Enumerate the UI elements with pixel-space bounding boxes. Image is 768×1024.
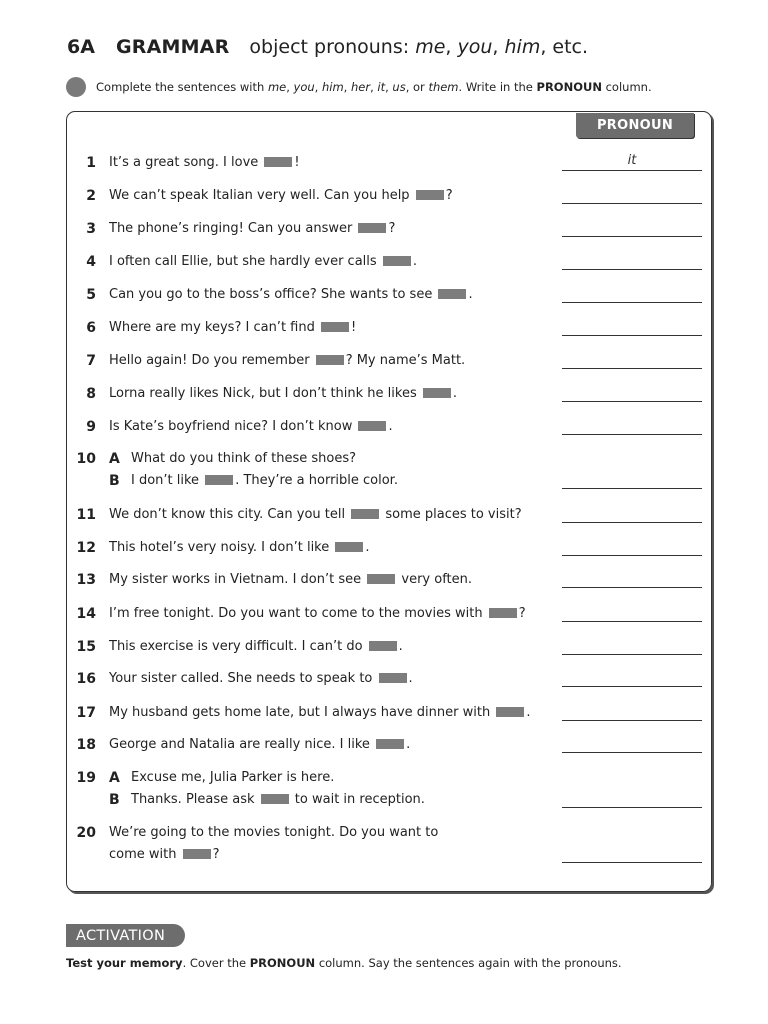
exercise-item: [68, 353, 558, 373]
speaker-a-label: A: [109, 770, 120, 786]
sentence-text: My husband gets home late, but I always have dinner with .: [109, 705, 531, 720]
answer-gap: [316, 355, 344, 365]
sentence-text: We can’t speak Italian very well. Can you help ?: [109, 188, 453, 203]
answer-gap: [358, 223, 386, 233]
sentence-text: I often call Ellie, but she hardly ever calls .: [109, 254, 417, 269]
pronoun-column-header: PRONOUN: [576, 113, 694, 138]
topic-title: object pronouns: me, you, him, etc.: [249, 36, 589, 58]
item-number: 18: [76, 737, 96, 753]
speaker-a-text: What do you think of these shoes?: [131, 451, 357, 466]
answer-gap: [369, 641, 397, 651]
speaker-b-label: B: [109, 792, 120, 808]
pronoun-answer-line[interactable]: [562, 269, 702, 270]
pronoun-answer-line[interactable]: [562, 434, 702, 435]
sentence-text: It’s a great song. I love !: [109, 155, 300, 170]
item-number: 13: [76, 572, 96, 588]
sentence-text: Where are my keys? I can’t find !: [109, 320, 357, 335]
sentence-text: come with ?: [109, 847, 220, 862]
speaker-b-label: B: [109, 473, 120, 489]
pronoun-answer-line[interactable]: [562, 720, 702, 721]
example-answer: it: [627, 153, 637, 168]
sentence-text: I don’t like . They’re a horrible color.: [131, 473, 398, 488]
pronoun-answer-line[interactable]: [562, 522, 702, 523]
pronoun-answer-line[interactable]: [562, 587, 702, 588]
answer-gap: [489, 608, 517, 618]
exercise-item: [68, 188, 558, 208]
sentence-text: Your sister called. She needs to speak to .: [109, 671, 413, 686]
pronoun-answer-line[interactable]: [562, 302, 702, 303]
activation-instruction: Test your memory. Cover the PRONOUN column. Say the sentences again with the pronouns.: [66, 956, 622, 970]
page-title: [67, 36, 588, 66]
exercise-item: [68, 737, 558, 757]
sentence-text: George and Natalia are really nice. I like .: [109, 737, 411, 752]
pronoun-answer-line[interactable]: [562, 621, 702, 622]
pronoun-answer-line[interactable]: [562, 862, 702, 863]
sentence-text: Can you go to the boss’s office? She wants to see .: [109, 287, 473, 302]
exercise-item: [68, 540, 558, 560]
section-name: GRAMMAR: [115, 36, 230, 58]
answer-gap: [379, 673, 407, 683]
exercise-item: [68, 320, 558, 340]
circle-bullet-icon: [66, 77, 86, 97]
pronoun-answer-line[interactable]: [562, 488, 702, 489]
sentence-text: I’m free tonight. Do you want to come to the movies with ?: [109, 606, 526, 621]
item-number: 12: [76, 540, 96, 556]
pronoun-answer-line[interactable]: [562, 686, 702, 687]
answer-gap: [376, 739, 404, 749]
answer-gap: [358, 421, 386, 431]
sentence-text: My sister works in Vietnam. I don’t see very often.: [109, 572, 473, 587]
pronoun-answer-line[interactable]: [562, 203, 702, 204]
exercise-item: [68, 671, 558, 691]
exercise-item: [68, 639, 558, 659]
exercise-item: [68, 705, 558, 725]
item-number: 15: [76, 639, 96, 655]
item-number: 6: [86, 320, 96, 336]
sentence-text: Thanks. Please ask to wait in reception.: [131, 792, 425, 807]
answer-gap: [496, 707, 524, 717]
answer-gap: [335, 542, 363, 552]
item-number: 5: [86, 287, 96, 303]
sentence-text: This exercise is very difficult. I can’t do .: [109, 639, 403, 654]
answer-gap: [183, 849, 211, 859]
answer-gap: [416, 190, 444, 200]
answer-gap: [423, 388, 451, 398]
exercise-item: [68, 507, 558, 527]
exercise-item: [68, 386, 558, 406]
item-number: 16: [76, 671, 96, 687]
item-number: 10: [76, 451, 96, 467]
item-number: 20: [76, 825, 96, 841]
answer-gap: [264, 157, 292, 167]
activation-label: ACTIVATION: [66, 924, 185, 947]
sentence-text: Hello again! Do you remember ? My name’s Matt.: [109, 353, 466, 368]
pronoun-answer-line[interactable]: [562, 170, 702, 171]
exercise-item: [68, 825, 558, 867]
speaker-a-label: A: [109, 451, 120, 467]
answer-gap: [351, 509, 379, 519]
pronoun-answer-line[interactable]: [562, 555, 702, 556]
answer-gap: [321, 322, 349, 332]
answer-gap: [205, 475, 233, 485]
item-number: 17: [76, 705, 96, 721]
sentence-text: The phone’s ringing! Can you answer ?: [109, 221, 396, 236]
item-number: 3: [86, 221, 96, 237]
sentence-text: Lorna really likes Nick, but I don’t think he likes .: [109, 386, 458, 401]
item-number: 8: [86, 386, 96, 402]
exercise-item: [68, 451, 558, 493]
sentence-text: Is Kate’s boyfriend nice? I don’t know .: [109, 419, 393, 434]
item-number: 2: [86, 188, 96, 204]
item-number: 4: [86, 254, 96, 270]
exercise-item: [68, 221, 558, 241]
exercise-item: [68, 770, 558, 812]
speaker-a-text: Excuse me, Julia Parker is here.: [131, 770, 335, 785]
pronoun-answer-line[interactable]: [562, 807, 702, 808]
exercise-item: [68, 606, 558, 626]
section-code: 6A: [67, 36, 95, 58]
exercise-item: [68, 419, 558, 439]
pronoun-answer-line[interactable]: [562, 752, 702, 753]
answer-gap: [367, 574, 395, 584]
pronoun-answer-line[interactable]: [562, 654, 702, 655]
instruction-text: Complete the sentences with me, you, him, her, it, us, or them. Write in the PRONOUN column.: [96, 80, 652, 94]
exercise-item: [68, 287, 558, 307]
answer-gap: [438, 289, 466, 299]
item-number: 7: [86, 353, 96, 369]
item-number: 9: [86, 419, 96, 435]
exercise-item: [68, 572, 558, 592]
sentence-text: We don’t know this city. Can you tell some places to visit?: [109, 507, 522, 522]
pronoun-answer-line[interactable]: [562, 236, 702, 237]
sentence-text: This hotel’s very noisy. I don’t like .: [109, 540, 370, 555]
answer-gap: [383, 256, 411, 266]
item-number: 14: [76, 606, 96, 622]
item-number: 1: [86, 155, 96, 171]
exercise-item: [68, 254, 558, 274]
sentence-text-line1: We’re going to the movies tonight. Do you want to: [109, 825, 439, 840]
pronoun-answer-line[interactable]: [562, 368, 702, 369]
item-number: 11: [76, 507, 96, 523]
instruction-row: [66, 76, 652, 98]
item-number: 19: [76, 770, 96, 786]
exercise-item: [68, 155, 558, 175]
answer-gap: [261, 794, 289, 804]
pronoun-answer-line[interactable]: [562, 335, 702, 336]
pronoun-answer-line[interactable]: [562, 401, 702, 402]
